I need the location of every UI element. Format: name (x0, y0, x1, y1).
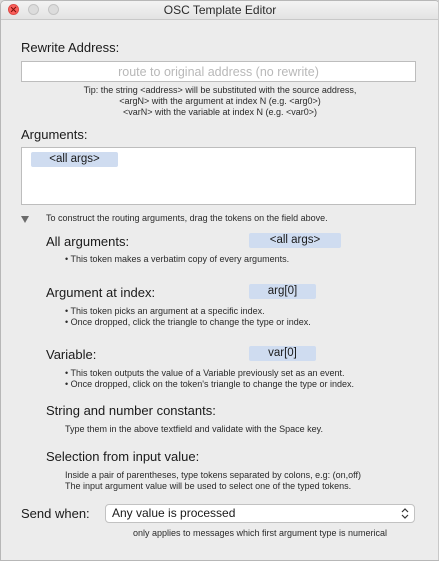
rewrite-tip (1, 85, 439, 118)
arguments-field-token[interactable]: <all args> (31, 152, 118, 167)
note-line: The input argument value will be used to select one of the typed tokens. (65, 481, 352, 491)
arg-index-token[interactable]: arg[0] (249, 284, 316, 299)
arguments-label: Arguments: (21, 127, 88, 142)
selection-title: Selection from input value: (46, 449, 200, 464)
variable-title: Variable: (46, 347, 97, 362)
disclosure-triangle-icon[interactable] (21, 216, 29, 223)
send-when-select[interactable] (105, 504, 415, 523)
note-line: Type them in the above textfield and validate with the Space key. (65, 424, 323, 434)
chevron-up-down-icon (401, 507, 409, 520)
title-bar (1, 1, 439, 20)
constants-notes (65, 424, 323, 435)
arguments-instruction: To construct the routing arguments, drag the tokens on the field above. (46, 213, 328, 223)
all-arguments-notes (65, 254, 289, 265)
rewrite-tip-line: <argN> with the argument at index N (e.g. <arg0>) (119, 96, 321, 106)
note-line: • Once dropped, click on the token's triangle to change the type or index. (65, 379, 355, 389)
argument-at-index-title: Argument at index: (46, 285, 156, 300)
selection-notes (65, 470, 361, 492)
all-args-token[interactable]: <all args> (249, 233, 341, 248)
rewrite-tip-line: <varN> with the variable at index N (e.g. <var0>) (122, 107, 318, 117)
note-line: • This token picks an argument at a specific index. (65, 306, 265, 316)
send-when-label: Send when: (21, 506, 90, 521)
rewrite-address-input[interactable] (21, 61, 416, 82)
all-arguments-title: All arguments: (46, 234, 130, 249)
note-line: • This token outputs the value of a Variable previously set as an event. (65, 368, 345, 378)
rewrite-address-placeholder: route to original address (no rewrite) (118, 65, 319, 79)
send-when-note: only applies to messages which first argument type is numerical (132, 528, 388, 538)
note-line: Inside a pair of parentheses, type tokens separated by colons, e.g: (on,off) (65, 470, 362, 480)
rewrite-address-label: Rewrite Address: (21, 40, 120, 55)
send-when-selected-value: Any value is processed (112, 506, 236, 520)
note-line: • Once dropped, click the triangle to change the type or index. (65, 317, 311, 327)
constants-title: String and number constants: (46, 403, 216, 418)
rewrite-tip-line: Tip: the string <address> will be substituted with the source address, (83, 85, 357, 95)
window-title: OSC Template Editor (163, 3, 277, 17)
argument-at-index-notes (65, 306, 311, 328)
note-line: • This token makes a verbatim copy of every arguments. (65, 254, 290, 264)
var-token[interactable]: var[0] (249, 346, 316, 361)
arguments-field[interactable] (21, 147, 416, 205)
variable-notes (65, 368, 354, 390)
